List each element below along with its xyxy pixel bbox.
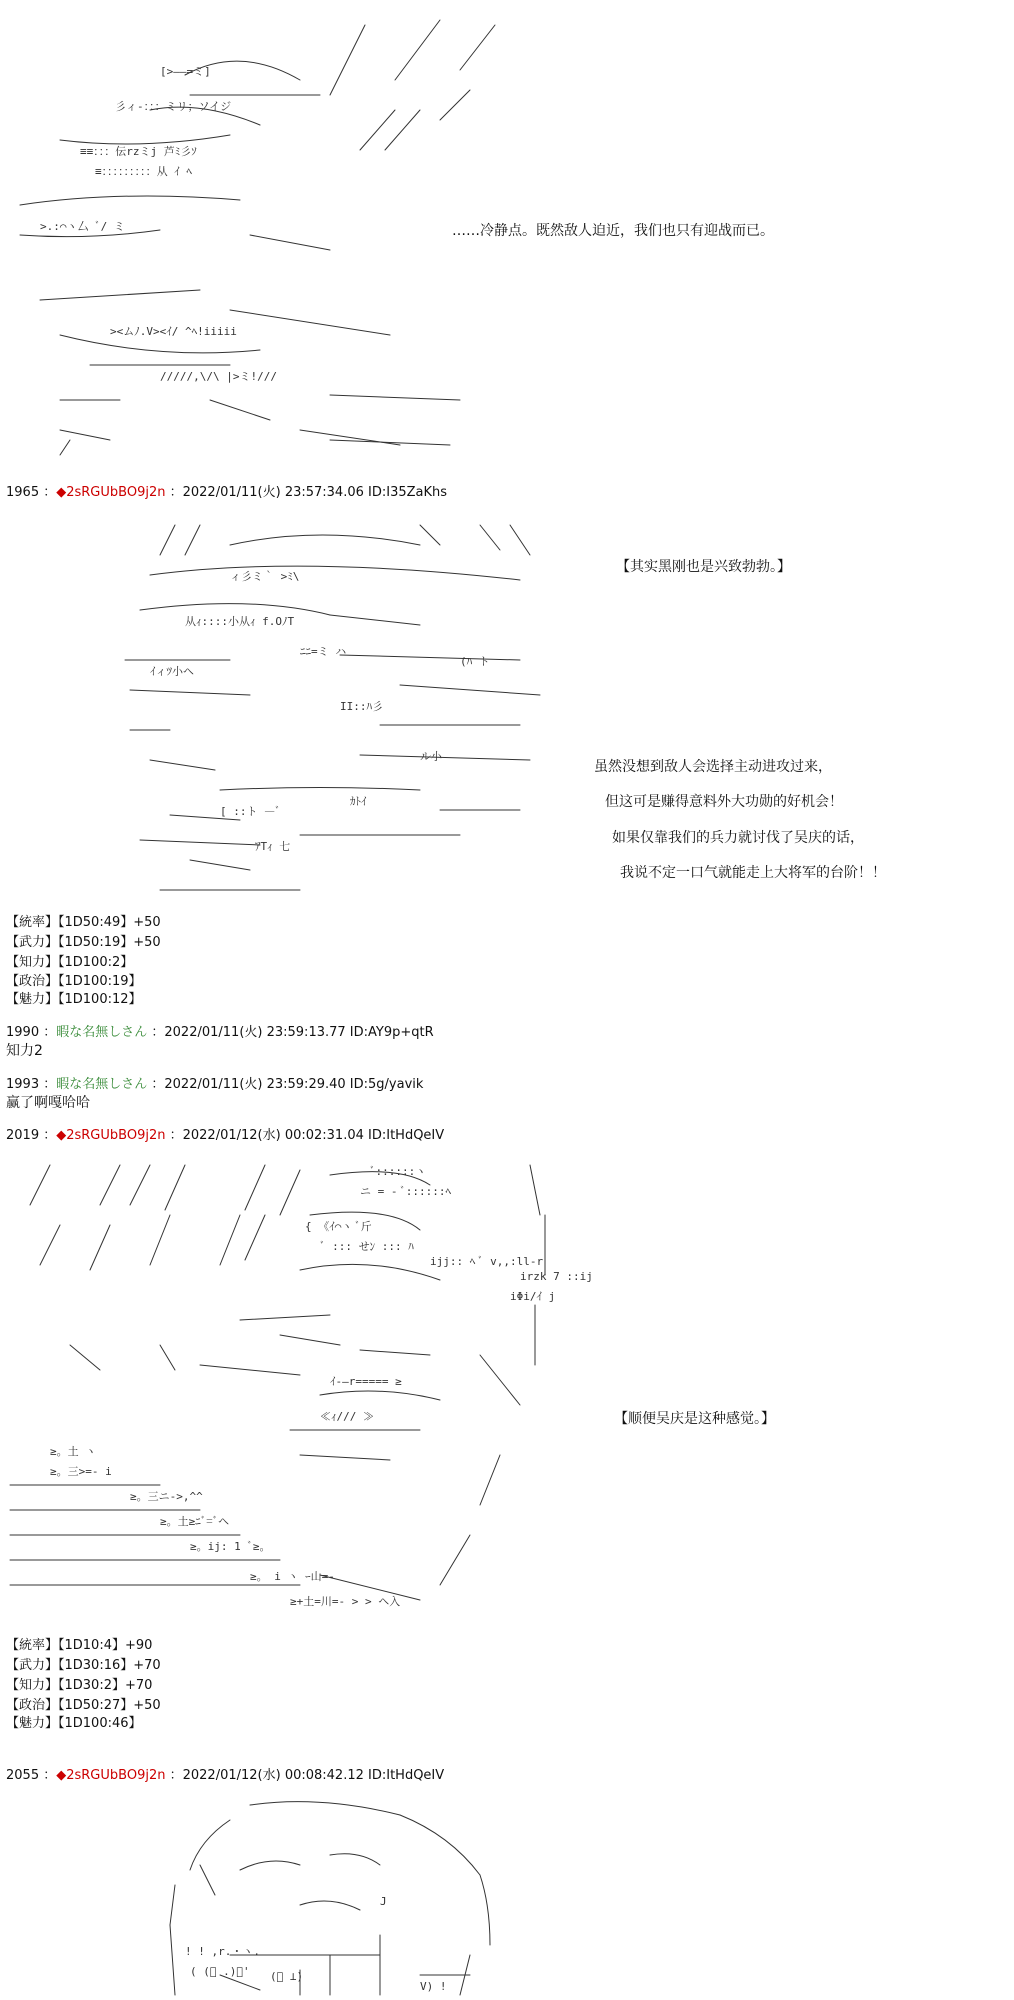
svg-text:≥+土=川=- > > ヘ入: ≥+土=川=- > > ヘ入	[290, 1595, 401, 1608]
post-header: 2055 ：◆2sRGUbBO9j2n ：2022/01/12(水) 00:08:42.12 ID:ItHdQeIV	[6, 1768, 445, 1783]
post-number: 2019	[6, 1128, 40, 1143]
svg-text:(ﾊ ト: (ﾊ ト	[460, 655, 490, 668]
post-id[interactable]: ID:5g/yavik	[349, 1077, 424, 1092]
svg-text:ィ彡ミ｀ >ﾐ\: ィ彡ミ｀ >ﾐ\	[230, 570, 300, 583]
svg-text://///,\/\ |>ミ!///: /////,\/\ |>ミ!///	[160, 370, 277, 383]
post-body: 赢了啊嘎哈哈	[6, 1095, 90, 1111]
post-number: 2055	[6, 1768, 40, 1783]
post-id[interactable]: ID:ItHdQeIV	[368, 1128, 445, 1143]
svg-text:≡：：：：：：：：：从 ｲ ﾍ: ≡：：：：：：：：：从 ｲ ﾍ	[95, 165, 192, 178]
svg-text:≥。ij: 1 ﾞ≥。: ≥。ij: 1 ﾞ≥。	[190, 1540, 271, 1553]
svg-text:(ﾟ ⊥): (ﾟ ⊥)	[270, 1970, 304, 1983]
stat-line: 【魅力】【1D100:46】	[6, 1716, 142, 1731]
dialogue-line-5: 我说不定一口气就能走上大将军的台阶！！	[620, 865, 886, 881]
svg-text:≥。土≥ﾆﾞ=ﾞヘ: ≥。土≥ﾆﾞ=ﾞヘ	[160, 1515, 230, 1528]
dialogue-line-1: 【顺便吴庆是这种感觉。】	[614, 1411, 775, 1427]
post-author-trip[interactable]: 2sRGUbBO9j2n	[66, 1128, 166, 1143]
svg-text:≥。三>=- i: ≥。三>=- i	[50, 1465, 112, 1478]
post-number: 1990	[6, 1025, 40, 1040]
svg-text:ﾆﾆ=ミ ハ: ﾆﾆ=ミ ハ	[300, 645, 347, 658]
post-date: 2022/01/11(火) 23:59:29.40	[164, 1077, 346, 1092]
svg-text:≥。土 ヽ: ≥。土 ヽ	[50, 1445, 97, 1458]
post-author-trip[interactable]: 2sRGUbBO9j2n	[66, 1768, 166, 1783]
svg-text:II::ﾊ彡: II::ﾊ彡	[340, 700, 383, 713]
post-number: 1965	[6, 485, 40, 500]
narration-text: ……冷静点。既然敌人迫近，我们也只有迎战而已。	[452, 223, 774, 239]
svg-text:≥。 i ヽ ｰ山=-: ≥。 i ヽ ｰ山=-	[250, 1570, 335, 1583]
svg-text:( (ﾟ .)ﾟ': ( (ﾟ .)ﾟ'	[190, 1965, 250, 1978]
post-header: 1993 ：暇な名無しさん ：2022/01/11(火) 23:59:29.40 ID:5g/yavik	[6, 1077, 424, 1092]
svg-text:ｶﾄｲ: ｶﾄｲ	[350, 795, 367, 808]
ascii-art-character-bottom	[0, 1795, 1014, 2000]
post-author-anon[interactable]: 暇な名無しさん	[56, 1077, 148, 1092]
svg-text:iΦi/ｲ j: iΦi/ｲ j	[510, 1290, 556, 1303]
svg-text:J: J	[380, 1895, 387, 1908]
svg-text:≥。三ニ->,^^: ≥。三ニ->,^^	[130, 1490, 203, 1503]
svg-text:><ムﾉ.V><ｲ/ ^ﾍ!iiiii: ><ムﾉ.V><ｲ/ ^ﾍ!iiiii	[110, 325, 237, 338]
stat-line: 【統率】【1D10:4】+90	[6, 1638, 153, 1653]
svg-text:从ｨ::::小从ｨ f.OﾉT: 从ｨ::::小从ｨ f.OﾉT	[185, 615, 295, 628]
svg-text:ijj:: ﾍ ﾞ v,,:ll-r: ijj:: ﾍ ﾞ v,,:ll-r	[430, 1255, 544, 1268]
post-header: 1965 ：◆2sRGUbBO9j2n ：2022/01/11(火) 23:57:34.06 ID:I35ZaKhs	[6, 485, 448, 500]
dialogue-line-1: 【其实黑刚也是兴致勃勃。】	[616, 559, 791, 575]
svg-text:ﾞ ::: せﾝ ::: ﾊ: ﾞ ::: せﾝ ::: ﾊ	[320, 1240, 414, 1253]
svg-text:ｲ-―r===== ≥: ｲ-―r===== ≥	[330, 1375, 402, 1388]
stat-line: 【知力】【1D30:2】+70	[6, 1678, 153, 1693]
svg-text:ル小: ル小	[420, 750, 442, 763]
post-id[interactable]: ID:ItHdQeIV	[368, 1768, 445, 1783]
post-author-trip[interactable]: 2sRGUbBO9j2n	[66, 485, 166, 500]
stat-line: 【政治】【1D100:19】	[6, 974, 142, 989]
svg-text:V) !: V) !	[420, 1980, 447, 1993]
post-header: 2019 ：◆2sRGUbBO9j2n ：2022/01/12(水) 00:02:31.04 ID:ItHdQeIV	[6, 1128, 445, 1143]
svg-text:≡≡：：：伝rzミj 芦ﾐ彡ｿ: ≡≡：：：伝rzミj 芦ﾐ彡ｿ	[80, 145, 197, 158]
svg-text:ニ = - ﾞ::::::ﾍ: ニ = - ﾞ::::::ﾍ	[360, 1185, 452, 1198]
svg-text:ｲィﾂ小ヘ: ｲィﾂ小ヘ	[150, 665, 194, 678]
svg-text:[>――=ミ]: [>――=ミ]	[160, 65, 211, 78]
post-id[interactable]: ID:AY9p+qtR	[349, 1025, 434, 1040]
ascii-art-wuqing	[0, 1155, 1014, 1635]
post-date: 2022/01/12(水) 00:08:42.12	[182, 1768, 364, 1783]
svg-text:ｱTｨ 七: ｱTｨ 七	[255, 840, 291, 853]
stat-line: 【統率】【1D50:49】+50	[6, 915, 161, 930]
stat-line: 【武力】【1D50:19】+50	[6, 935, 161, 950]
dialogue-line-3: 但这可是赚得意料外大功勋的好机会！	[605, 794, 843, 810]
post-body: 知力2	[6, 1043, 43, 1059]
post-date: 2022/01/11(火) 23:59:13.77	[164, 1025, 346, 1040]
stat-line: 【魅力】【1D100:12】	[6, 992, 142, 1007]
svg-text:≪ｨ/// ≫: ≪ｨ/// ≫	[320, 1410, 374, 1423]
post-date: 2022/01/12(水) 00:02:31.04	[182, 1128, 364, 1143]
svg-text:彡ィ-：：：ミリ；ソイジ: 彡ィ-：：：ミリ；ソイジ	[115, 100, 232, 113]
svg-text:[ ::ト ―ﾞ: [ ::ト ―ﾞ	[220, 805, 281, 818]
dialogue-line-4: 如果仅靠我们的兵力就讨伐了吴庆的话，	[612, 830, 864, 846]
post-date: 2022/01/11(火) 23:57:34.06	[182, 485, 364, 500]
svg-text:>.:⌒ヽ厶 ﾞ/ ミ: >.:⌒ヽ厶 ﾞ/ ミ	[40, 220, 125, 233]
stat-line: 【政治】【1D50:27】+50	[6, 1698, 161, 1713]
red-diamond-icon: ◆	[56, 1128, 67, 1143]
red-diamond-icon: ◆	[56, 1768, 67, 1783]
dialogue-line-2: 虽然没想到敌人会选择主动进攻过来，	[594, 759, 832, 775]
svg-text:irzk 7 ::ij: irzk 7 ::ij	[520, 1270, 593, 1283]
svg-text:! ! ,r.・ヽ.: ! ! ,r.・ヽ.	[185, 1945, 260, 1958]
post-author-anon[interactable]: 暇な名無しさん	[56, 1025, 148, 1040]
stat-line: 【武力】【1D30:16】+70	[6, 1658, 161, 1673]
stat-line: 【知力】【1D100:2】	[6, 955, 134, 970]
svg-text:ﾞ::::::ヽ: ﾞ::::::ヽ	[370, 1165, 427, 1178]
svg-text:{ 《ｲ⌒ヽ ﾞ斤: { 《ｲ⌒ヽ ﾞ斤	[305, 1220, 372, 1233]
post-header: 1990 ：暇な名無しさん ：2022/01/11(火) 23:59:13.77 ID:AY9p+qtR	[6, 1025, 434, 1040]
post-number: 1993	[6, 1077, 40, 1092]
post-id[interactable]: ID:I35ZaKhs	[368, 485, 448, 500]
red-diamond-icon: ◆	[56, 485, 67, 500]
